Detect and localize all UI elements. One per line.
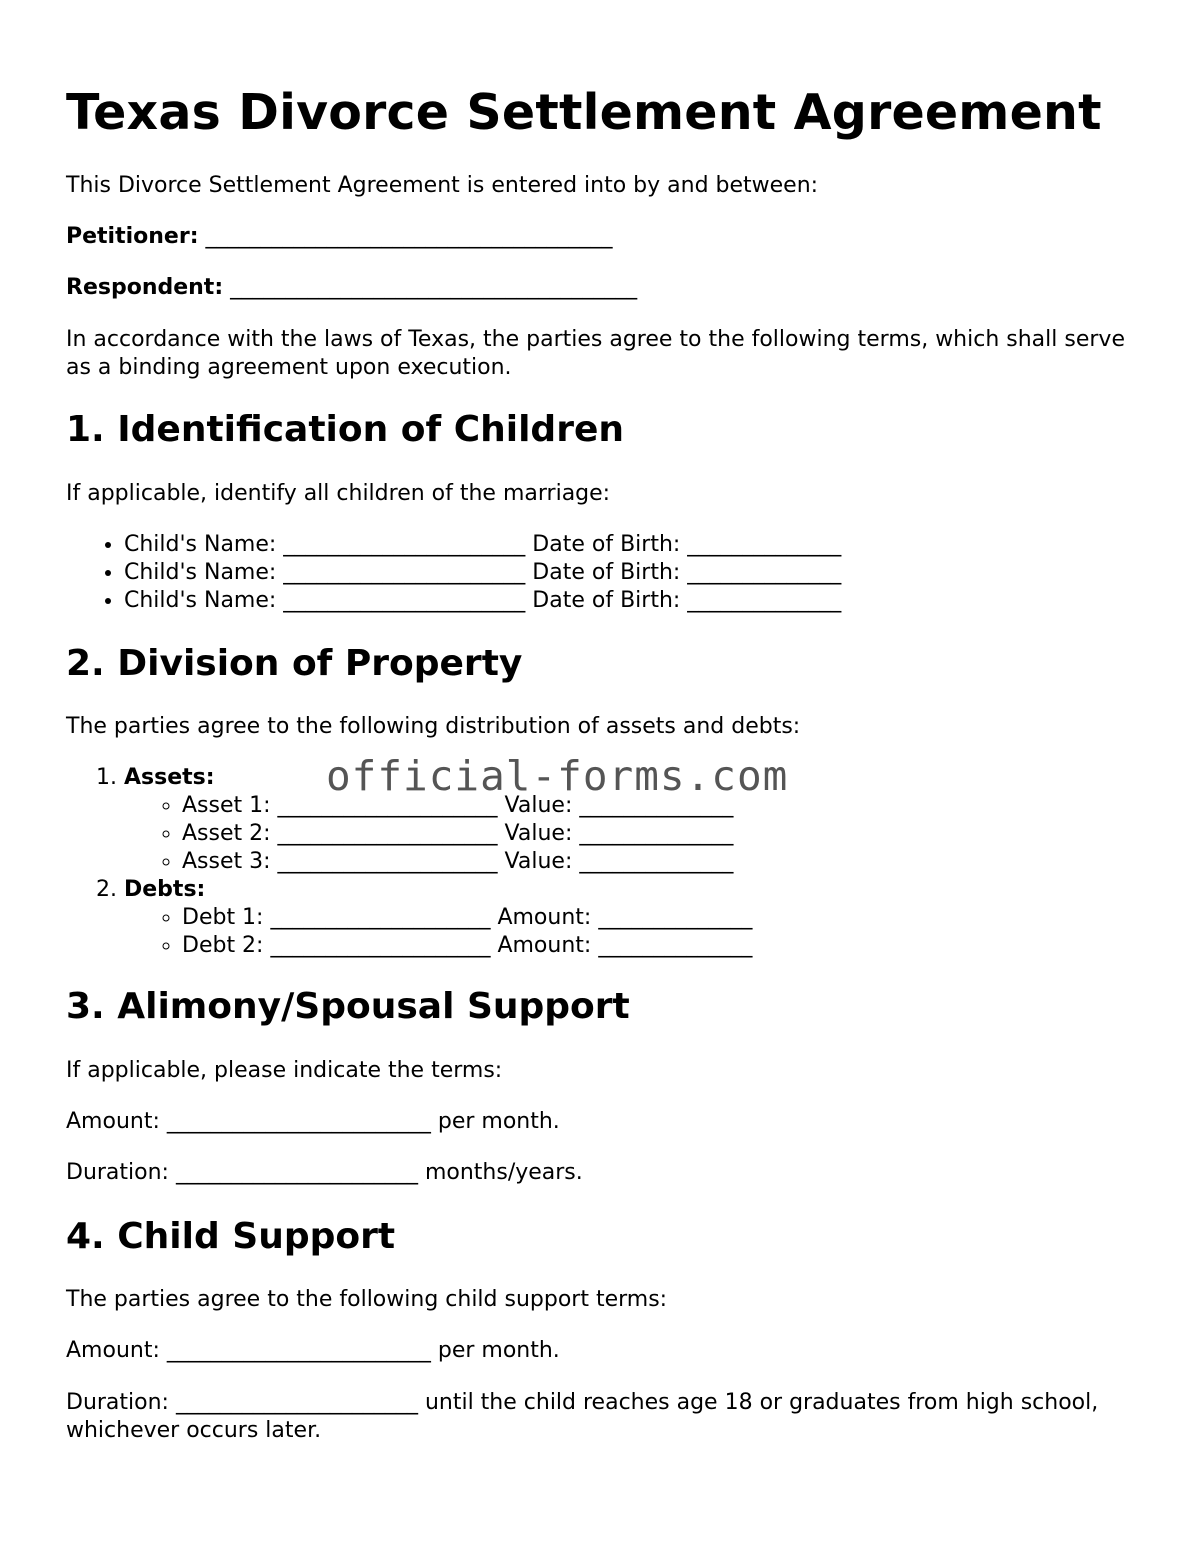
debts-label: Debts: [124, 877, 206, 902]
children-list [66, 531, 841, 615]
child-entry-3[interactable]: • Child's Name: ______________________ Date of Birth: ______________ [124, 587, 841, 615]
debts-list [124, 904, 752, 960]
child-support-amount-line[interactable]: Amount: ________________________ per month. [66, 1338, 560, 1363]
debt-entry-1[interactable]: ◦ Debt 1: ____________________ Amount: ______________ [182, 904, 752, 932]
petitioner-label: Petitioner: [66, 224, 199, 249]
child-entry-1[interactable]: • Child's Name: ______________________ Date of Birth: ______________ [124, 531, 841, 559]
section-child-support-intro: The parties agree to the following child support terms: [66, 1287, 668, 1312]
section-property-intro: The parties agree to the following distribution of assets and debts: [66, 714, 801, 739]
section-alimony-heading: 3. Alimony/Spousal Support [66, 986, 630, 1027]
section-children-heading: 1. Identification of Children [66, 409, 624, 450]
petitioner-blank[interactable]: _____________________________________ [205, 224, 613, 249]
section-property-heading: 2. Division of Property [66, 643, 523, 684]
debt-entry-2[interactable]: ◦ Debt 2: ____________________ Amount: ______________ [182, 932, 752, 960]
respondent-blank[interactable]: _____________________________________ [230, 275, 638, 300]
preamble-text: In accordance with the laws of Texas, the parties agree to the following terms, which shall serve as a binding agreement upon execution. [66, 327, 1125, 380]
assets-label: Assets: [124, 765, 215, 790]
assets-list [124, 792, 752, 876]
debts-group [124, 876, 752, 960]
asset-entry-1[interactable]: ◦ Asset 1: ____________________ Value: ______________ [182, 792, 752, 820]
respondent-label: Respondent: [66, 275, 224, 300]
page-title: Texas Divorce Settlement Agreement [66, 84, 1102, 141]
alimony-duration-line[interactable]: Duration: ______________________ months/years. [66, 1160, 583, 1185]
asset-entry-2[interactable]: ◦ Asset 2: ____________________ Value: ______________ [182, 820, 752, 848]
alimony-amount-line[interactable]: Amount: ________________________ per month. [66, 1109, 560, 1134]
petitioner-line [66, 223, 613, 251]
child-support-duration-line[interactable]: Duration: ______________________ until the child reaches age 18 or graduates from high school, whichever occurs later. [66, 1390, 1099, 1443]
section-child-support-heading: 4. Child Support [66, 1216, 396, 1257]
section-children-intro: If applicable, identify all children of the marriage: [66, 481, 611, 506]
asset-entry-3[interactable]: ◦ Asset 3: ____________________ Value: ______________ [182, 848, 752, 876]
respondent-line [66, 274, 637, 302]
child-entry-2[interactable]: • Child's Name: ______________________ Date of Birth: ______________ [124, 559, 841, 587]
section-alimony-intro: If applicable, please indicate the terms: [66, 1058, 503, 1083]
watermark-text: official-forms.com [326, 752, 789, 800]
intro-text: This Divorce Settlement Agreement is entered into by and between: [66, 173, 819, 198]
